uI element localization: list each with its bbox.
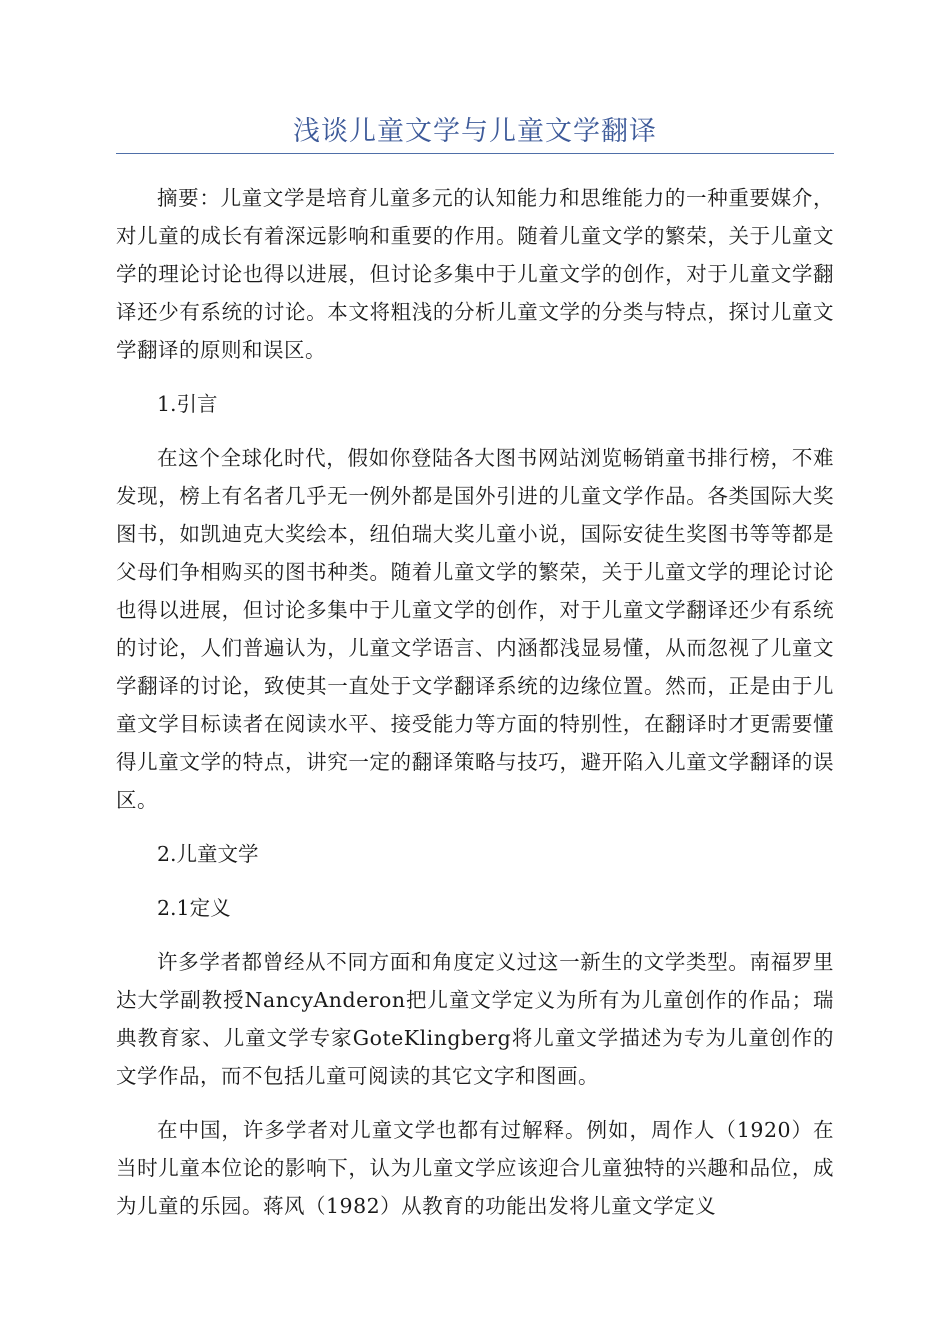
subsection-heading-definition: 2.1定义 — [157, 896, 231, 920]
definition-paragraph-1: 许多学者都曾经从不同方面和角度定义过这一新生的文学类型。南福罗里达大学副教授NancyAnderon把儿童文学定义为所有为儿童创作的作品；瑞典教育家、儿童文学专家GoteKlingberg将儿童文学描述为专为儿童创作的文学作品，而不包括儿童可阅读的其它文字和图画。 — [116, 950, 834, 1088]
section-heading-childrens-literature: 2.儿童文学 — [157, 842, 259, 866]
document-body — [116, 145, 834, 1225]
document-title: 浅谈儿童文学与儿童文学翻译 — [293, 116, 657, 147]
definition-paragraph-2: 在中国，许多学者对儿童文学也都有过解释。例如，周作人（1920）在当时儿童本位论的影响下，认为儿童文学应该迎合儿童独特的兴趣和品位，成为儿童的乐园。蒋风（1982）从教育的功能出发将儿童文学定义 — [116, 1118, 834, 1218]
abstract-paragraph: 摘要：儿童文学是培育儿童多元的认知能力和思维能力的一种重要媒介，对儿童的成长有着深远影响和重要的作用。随着儿童文学的繁荣，关于儿童文学的理论讨论也得以进展，但讨论多集中于儿童文学的创作，对于儿童文学翻译还少有系统的讨论。本文将粗浅的分析儿童文学的分类与特点，探讨儿童文学翻译的原则和误区。 — [116, 186, 834, 362]
introduction-paragraph: 在这个全球化时代，假如你登陆各大图书网站浏览畅销童书排行榜，不难发现，榜上有名者几乎无一例外都是国外引进的儿童文学作品。各类国际大奖图书，如凯迪克大奖绘本，纽伯瑞大奖儿童小说，国际安徒生奖图书等等都是父母们争相购买的图书种类。随着儿童文学的繁荣，关于儿童文学的理论讨论也得以进展，但讨论多集中于儿童文学的创作，对于儿童文学翻译还少有系统的讨论，人们普遍认为，儿童文学语言、内涵都浅显易懂，从而忽视了儿童文学翻译的讨论，致使其一直处于文学翻译系统的边缘位置。然而，正是由于儿童文学目标读者在阅读水平、接受能力等方面的特别性，在翻译时才更需要懂得儿童文学的特点，讲究一定的翻译策略与技巧，避开陷入儿童文学翻译的误区。 — [116, 446, 834, 812]
section-heading-introduction: 1.引言 — [157, 392, 218, 416]
